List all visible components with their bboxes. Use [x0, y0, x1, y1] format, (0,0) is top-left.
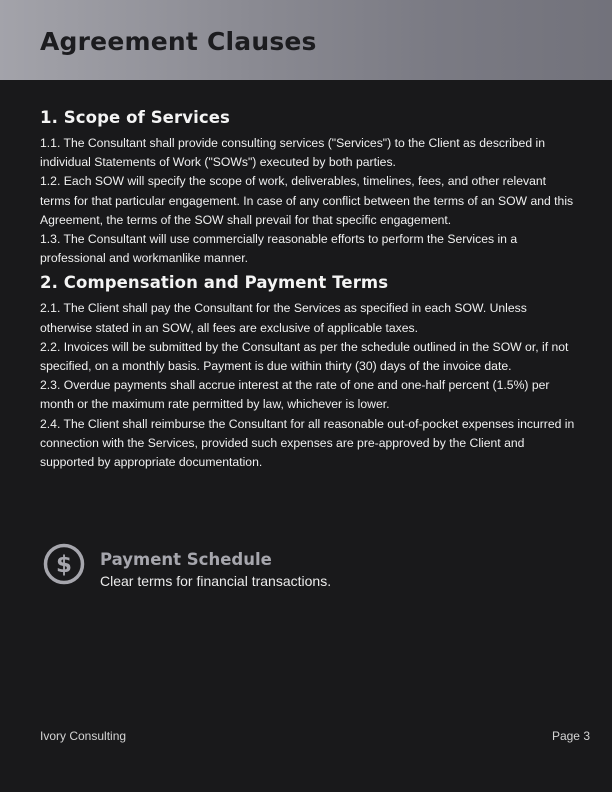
- clause-2-3: 2.3. Overdue payments shall accrue interest at the rate of one and one-half percent (1.5%) per month or the maximum rate permitted by law, whichever is lower.: [40, 378, 550, 412]
- clauses-content: [40, 108, 575, 472]
- section-heading: 2. Compensation and Payment Terms: [40, 273, 389, 293]
- footer-company: Ivory Consulting: [40, 729, 127, 743]
- page-header: [0, 0, 612, 80]
- payment-schedule-feature: [42, 542, 442, 592]
- clause-2-4: 2.4. The Client shall reimburse the Consultant for all reasonable out-of-pocket expenses incurred in connection with the Services, provided such expenses are pre-approved by the Client and supported by appropriate documentation.: [40, 416, 575, 470]
- section-scope-of-services: [40, 108, 575, 268]
- clause-2-2: 2.2. Invoices will be submitted by the Consultant as per the schedule outlined in the SOW or, if not specified, on a monthly basis. Payment is due within thirty (30) days of the invoice date.: [40, 339, 569, 374]
- section-compensation: [40, 273, 575, 472]
- dollar-circle-icon: [42, 542, 86, 586]
- clause-2-1: 2.1. The Client shall pay the Consultant for the Services as specified in each SOW. Unless otherwise stated in an SOW, all fees are exclusive of applicable taxes.: [40, 301, 527, 335]
- section-heading: 1. Scope of Services: [40, 108, 230, 127]
- page-title: Agreement Clauses: [40, 27, 317, 56]
- clause-1-3: 1.3. The Consultant will use commercially reasonable efforts to perform the Services in a professional and workmanlike manner.: [40, 232, 518, 266]
- svg-text:$: $: [55, 552, 73, 578]
- clause-1-1: 1.1. The Consultant shall provide consulting services ("Services") to the Client as described in individual Statements of Work ("SOWs") executed by both parties.: [40, 136, 545, 170]
- feature-title: Payment Schedule: [100, 550, 272, 569]
- footer-page-number: Page 3: [551, 729, 590, 743]
- clause-1-2: 1.2. Each SOW will specify the scope of work, deliverables, timelines, fees, and other relevant terms for that particular engagement. In case of any conflict between the terms of an SOW and this Agreement, the terms of the SOW shall prevail for that specific engagement.: [40, 174, 574, 227]
- feature-subtitle: Clear terms for financial transactions.: [100, 573, 332, 589]
